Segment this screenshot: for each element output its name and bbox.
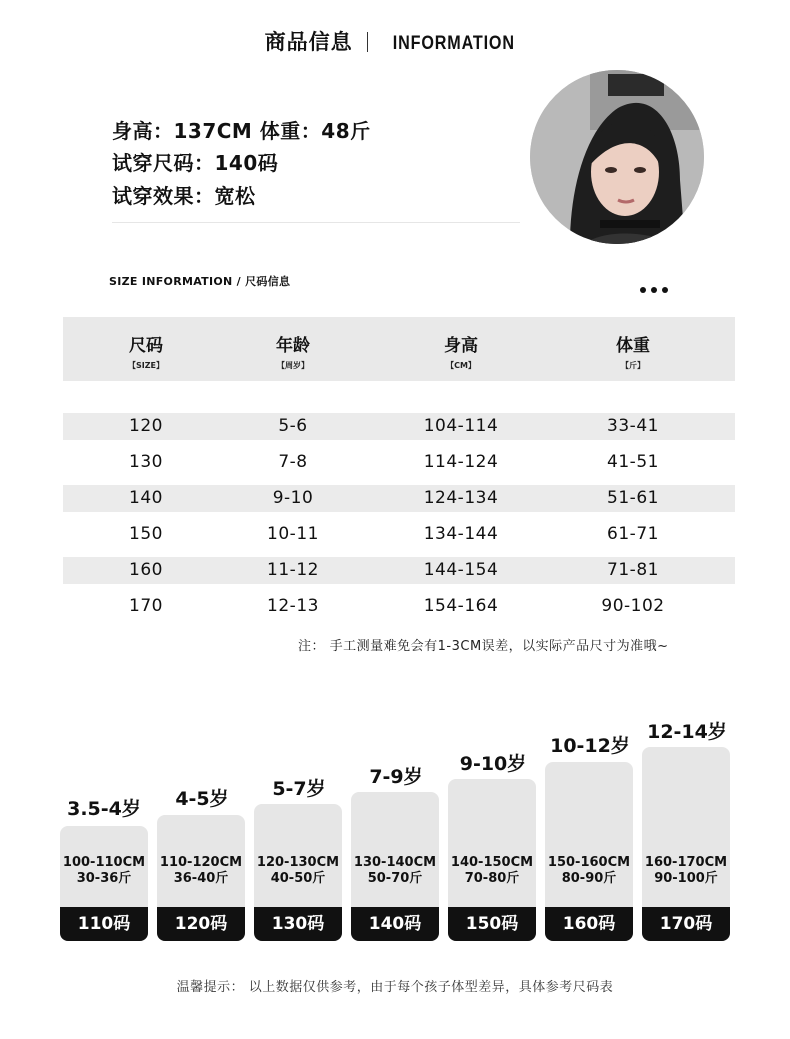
cell-size: 160 <box>129 560 163 580</box>
size-info-title: SIZE INFORMATION / 尺码信息 <box>109 275 291 288</box>
header-divider <box>367 32 368 52</box>
card-range <box>54 855 154 887</box>
header-cell-weight <box>553 331 713 371</box>
cell-weight: 51-61 <box>607 488 659 508</box>
cell-size: 170 <box>129 596 163 616</box>
header-label: 年龄 <box>276 336 310 356</box>
size-table-header <box>63 317 735 381</box>
cell-size: 120 <box>129 416 163 436</box>
cell-height: 124-134 <box>423 488 499 508</box>
cell-weight: 41-51 <box>607 452 659 472</box>
cell-age: 7-8 <box>278 452 308 472</box>
header-cell-age <box>213 331 373 371</box>
model-fit: 试穿效果：宽松 <box>112 184 256 208</box>
table-row <box>63 413 735 440</box>
card-height: 140-150CM <box>450 855 534 870</box>
card-weight: 70-80斤 <box>464 871 520 886</box>
card-size-label: 150码 <box>448 907 536 941</box>
cell-height: 134-144 <box>423 524 499 544</box>
cell-age: 9-10 <box>272 488 314 508</box>
cell-weight: 33-41 <box>607 416 659 436</box>
cell-age: 5-6 <box>278 416 308 436</box>
card-age: 5-7岁 <box>272 778 326 800</box>
card-range <box>539 855 639 887</box>
cell-height: 154-164 <box>423 596 499 616</box>
header-sub: 【SIZE】 <box>127 361 164 370</box>
card-height: 150-160CM <box>547 855 631 870</box>
card-weight: 40-50斤 <box>270 871 326 886</box>
card-range <box>345 855 445 887</box>
table-row <box>63 557 735 584</box>
measurement-note: 注： 手工测量难免会有1-3CM误差，以实际产品尺寸为准哦~ <box>298 639 669 654</box>
cell-size: 140 <box>129 488 163 508</box>
card-age: 12-14岁 <box>647 721 727 743</box>
card-height: 100-110CM <box>62 855 146 870</box>
cell-height: 114-124 <box>423 452 499 472</box>
model-height-weight: 身高：137CM 体重：48斤 <box>112 119 371 143</box>
table-row <box>63 485 735 512</box>
card-age: 4-5岁 <box>175 788 229 810</box>
header-label: 尺码 <box>129 336 163 356</box>
header-sub: 【周岁】 <box>277 361 309 370</box>
card-weight: 90-100斤 <box>654 871 718 886</box>
model-tried-size: 试穿尺码：140码 <box>112 151 279 175</box>
cell-weight: 90-102 <box>601 596 665 616</box>
table-row <box>63 449 735 476</box>
page-header <box>0 26 790 56</box>
card-size-label: 130码 <box>254 907 342 941</box>
card-age: 9-10岁 <box>459 753 527 775</box>
footer-tip: 温馨提示： 以上数据仅供参考，由于每个孩子体型差异，具体参考尺码表 <box>176 980 614 995</box>
model-photo <box>530 70 704 244</box>
table-row <box>63 593 735 620</box>
cell-age: 11-12 <box>267 560 319 580</box>
cell-size: 150 <box>129 524 163 544</box>
header-title-en: INFORMATION <box>392 33 515 54</box>
cell-height: 144-154 <box>423 560 499 580</box>
card-age: 3.5-4岁 <box>67 798 141 820</box>
cell-size: 130 <box>129 452 163 472</box>
card-range <box>248 855 348 887</box>
more-dots-icon <box>640 278 673 297</box>
card-weight: 50-70斤 <box>367 871 423 886</box>
cell-weight: 61-71 <box>607 524 659 544</box>
card-weight: 80-90斤 <box>561 871 617 886</box>
card-age: 7-9岁 <box>369 766 423 788</box>
card-height: 120-130CM <box>256 855 340 870</box>
card-height: 130-140CM <box>353 855 437 870</box>
card-height: 110-120CM <box>159 855 243 870</box>
header-cell-size <box>66 331 226 371</box>
card-size-label: 110码 <box>60 907 148 941</box>
card-weight: 36-40斤 <box>173 871 229 886</box>
cell-weight: 71-81 <box>607 560 659 580</box>
card-size-label: 120码 <box>157 907 245 941</box>
card-range <box>151 855 251 887</box>
cell-age: 10-11 <box>267 524 319 544</box>
card-size-label: 170码 <box>642 907 730 941</box>
header-sub: 【斤】 <box>621 361 645 370</box>
section-divider <box>112 222 520 223</box>
table-row <box>63 521 735 548</box>
cell-age: 12-13 <box>267 596 319 616</box>
card-range <box>636 855 736 887</box>
card-weight: 30-36斤 <box>76 871 132 886</box>
header-label: 身高 <box>444 336 478 356</box>
header-cell-height <box>381 331 541 371</box>
cell-height: 104-114 <box>423 416 499 436</box>
header-label: 体重 <box>616 336 650 356</box>
header-title-cn: 商品信息 <box>264 30 353 54</box>
header-sub: 【CM】 <box>446 361 476 370</box>
card-size-label: 160码 <box>545 907 633 941</box>
card-range <box>442 855 542 887</box>
card-height: 160-170CM <box>644 855 728 870</box>
card-age: 10-12岁 <box>550 735 630 757</box>
card-size-label: 140码 <box>351 907 439 941</box>
